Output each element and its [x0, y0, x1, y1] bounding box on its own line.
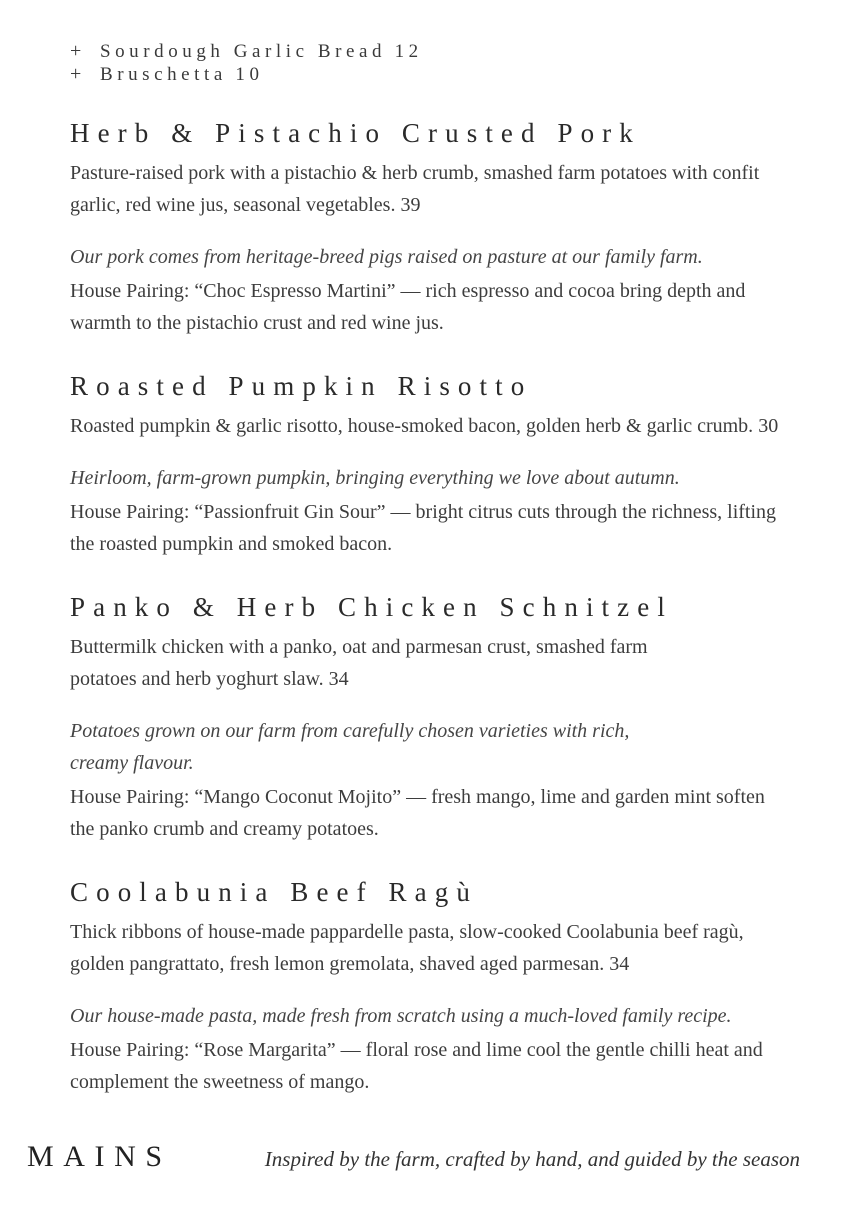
item-pairing: House Pairing: “Choc Espresso Martini” — rich espresso and cocoa bring depth and warmth to the pistachio crust and red wine jus.: [70, 280, 746, 334]
item-description: [70, 157, 797, 221]
item-name: Coolabunia Beef Ragù: [70, 877, 478, 907]
addon-price: 12: [394, 41, 423, 62]
addon-price: 10: [235, 64, 264, 85]
section-label: MAINS: [27, 1140, 172, 1173]
addon-row: [70, 40, 800, 63]
item-description: [70, 631, 715, 695]
addons-list: [70, 40, 800, 86]
item-price: 39: [400, 194, 421, 216]
item-note: Our pork comes from heritage-breed pigs raised on pasture at our family farm.: [70, 246, 703, 268]
item-price: 34: [609, 953, 630, 975]
item-price: 34: [328, 668, 349, 690]
item-name: Panko & Herb Chicken Schnitzel: [70, 592, 673, 622]
menu-item-beef-ragu: [70, 877, 800, 1098]
item-pairing: House Pairing: “Mango Coconut Mojito” — fresh mango, lime and garden mint soften the panko crumb and creamy potatoes.: [70, 786, 765, 840]
item-description-text: Pasture-raised pork with a pistachio & herb crumb, smashed farm potatoes with confit garlic, red wine jus, seasonal vegetables.: [70, 162, 760, 216]
item-price: 30: [758, 415, 779, 437]
menu-item-schnitzel: [70, 592, 800, 845]
addon-row: [70, 63, 800, 86]
item-description-text: Roasted pumpkin & garlic risotto, house-smoked bacon, golden herb & garlic crumb.: [70, 415, 754, 437]
addon-label: Bruschetta: [100, 64, 227, 85]
item-note: Heirloom, farm-grown pumpkin, bringing everything we love about autumn.: [70, 467, 680, 489]
page-footer: [27, 1140, 800, 1174]
addon-label: Sourdough Garlic Bread: [100, 41, 387, 62]
item-description-text: Thick ribbons of house-made pappardelle pasta, slow-cooked Coolabunia beef ragù, golden pangrattato, fresh lemon gremolata, shaved aged parmesan.: [70, 921, 744, 975]
item-description-text: Buttermilk chicken with a panko, oat and parmesan crust, smashed farm potatoes and herb yoghurt slaw.: [70, 636, 648, 690]
plus-icon: +: [70, 40, 82, 62]
item-pairing: House Pairing: “Rose Margarita” — floral rose and lime cool the gentle chilli heat and complement the sweetness of mango.: [70, 1039, 763, 1093]
item-description: [70, 410, 797, 442]
item-name: Herb & Pistachio Crusted Pork: [70, 118, 641, 148]
item-description: [70, 916, 797, 980]
item-name: Roasted Pumpkin Risotto: [70, 371, 533, 401]
item-note: Potatoes grown on our farm from carefully chosen varieties with rich, creamy flavour.: [70, 720, 630, 774]
plus-icon: +: [70, 63, 82, 85]
footer-tagline: Inspired by the farm, crafted by hand, and guided by the season: [264, 1147, 800, 1171]
item-pairing: House Pairing: “Passionfruit Gin Sour” — bright citrus cuts through the richness, lifting the roasted pumpkin and smoked bacon.: [70, 501, 777, 555]
menu-item-pork: [70, 118, 800, 339]
menu-item-risotto: [70, 371, 800, 560]
item-note: Our house-made pasta, made fresh from scratch using a much-loved family recipe.: [70, 1005, 732, 1027]
